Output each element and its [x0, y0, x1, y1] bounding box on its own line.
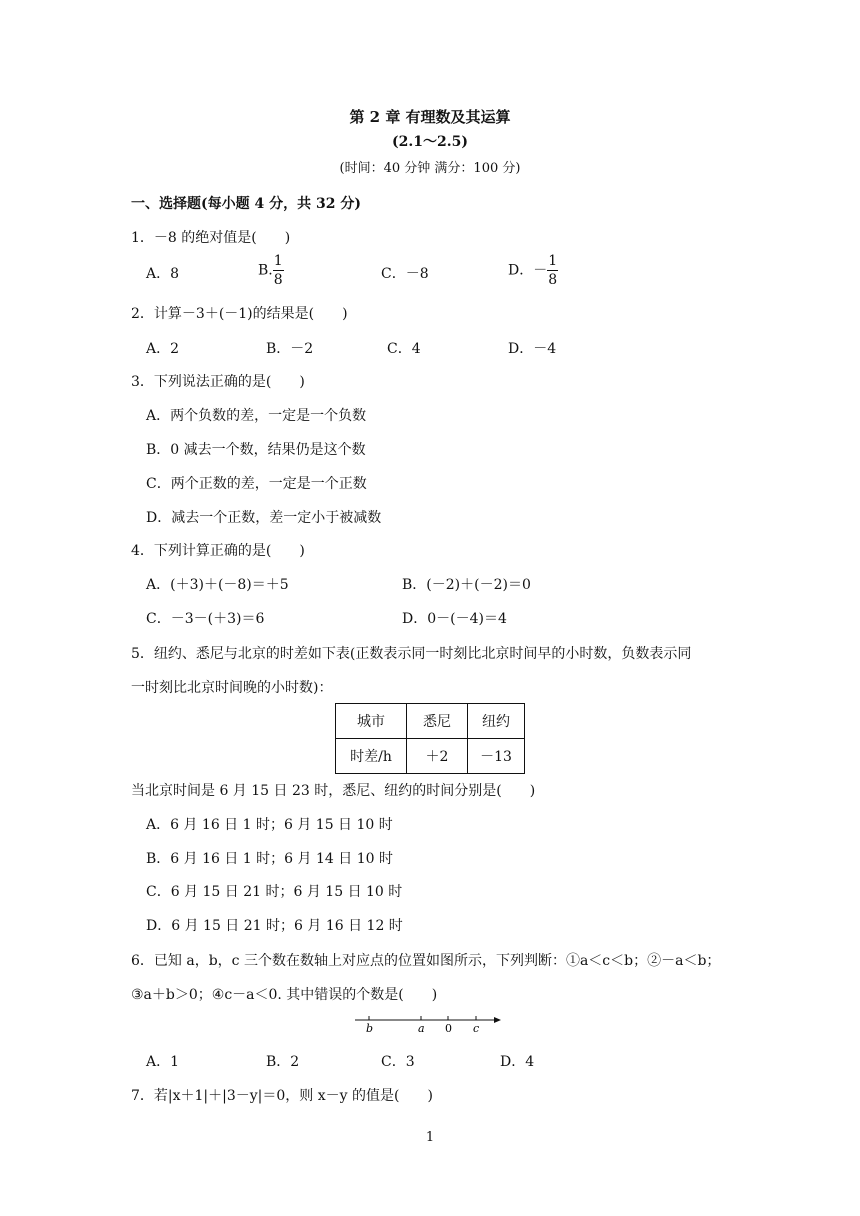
table-header-row [336, 704, 525, 739]
page-number: 1 [425, 1130, 435, 1145]
label-b: b [366, 1022, 374, 1035]
fraction-denominator: 8 [273, 272, 283, 288]
option-d: D．－4 [508, 341, 557, 357]
option-d: D．4 [500, 1054, 535, 1070]
fraction-numerator: 1 [273, 253, 283, 269]
time-difference-table [335, 703, 525, 774]
option-a: A．6 月 16 日 1 时；6 月 15 日 10 时 [146, 817, 393, 833]
table-header-cell: 纽约 [468, 704, 525, 739]
question-stem: 2．计算－3＋(－1)的结果是( ) [131, 306, 348, 322]
question-stem-line1: 6．已知 a，b，c 三个数在数轴上对应点的位置如图所示，下列判断：①a＜c＜b；②－a＜b； [131, 953, 721, 969]
option-a: A．1 [146, 1054, 180, 1070]
table-cell: －13 [468, 739, 525, 774]
option-b-prefix: B. [258, 262, 273, 279]
option-c: C．两个正数的差，一定是一个正数 [146, 476, 367, 492]
question-stem-line2: ③a＋b＞0；④c－a＜0. 其中错误的个数是( ) [131, 987, 438, 1003]
option-b [258, 252, 284, 289]
question-stem-line1: 5．纽约、悉尼与北京的时差如下表(正数表示同一时刻比北京时间早的小时数，负数表示同 [131, 646, 692, 662]
option-b: B．2 [266, 1054, 300, 1070]
option-c: C．－8 [381, 266, 429, 282]
question-stem: 4．下列计算正确的是( ) [131, 543, 305, 559]
option-d-prefix: D．－ [508, 262, 548, 279]
option-d: D．减去一个正数，差一定小于被减数 [146, 510, 382, 526]
table-cell: 时差/h [336, 739, 407, 774]
option-d [508, 252, 558, 289]
table-header-cell: 城市 [336, 704, 407, 739]
option-b: B．6 月 16 日 1 时；6 月 14 日 10 时 [146, 851, 393, 867]
question-prompt: 当北京时间是 6 月 15 日 23 时，悉尼、纽约的时间分别是( ) [131, 783, 536, 799]
fraction-denominator: 8 [548, 272, 558, 288]
label-c: c [473, 1022, 480, 1035]
fraction [273, 252, 284, 289]
label-a: a [418, 1022, 425, 1035]
exam-meta: (时间：40 分钟 满分：100 分) [339, 161, 521, 176]
page-subtitle: (2.1～2.5) [392, 134, 468, 150]
option-c: C．6 月 15 日 21 时；6 月 15 日 10 时 [146, 884, 403, 900]
question-stem: 1．－8 的绝对值是( ) [131, 230, 291, 246]
option-b: B．(－2)＋(－2)＝0 [402, 577, 531, 593]
option-c: C．3 [381, 1054, 415, 1070]
option-a: A．两个负数的差，一定是一个负数 [146, 408, 367, 424]
question-stem-line2: 一时刻比北京时间晚的小时数)： [131, 680, 333, 696]
fraction-numerator: 1 [548, 253, 558, 269]
option-c: C．－3－(＋3)＝6 [146, 611, 265, 627]
option-b: B．－2 [266, 341, 314, 357]
table-header-cell: 悉尼 [407, 704, 468, 739]
option-a: A．2 [146, 341, 180, 357]
option-d: D．6 月 15 日 21 时；6 月 16 日 12 时 [146, 918, 403, 934]
option-c: C．4 [387, 341, 421, 357]
table-row [336, 739, 525, 774]
option-a: A．8 [146, 266, 180, 282]
table-cell: ＋2 [407, 739, 468, 774]
label-zero: 0 [445, 1022, 452, 1035]
number-line-arrow-icon [494, 1017, 501, 1023]
fraction [547, 252, 558, 289]
question-stem: 3．下列说法正确的是( ) [131, 374, 305, 390]
section-title: 一、选择题(每小题 4 分，共 32 分) [131, 196, 361, 212]
page-title: 第 2 章 有理数及其运算 [349, 108, 511, 126]
option-d: D．0－(－4)＝4 [402, 611, 507, 627]
number-line-figure [355, 1010, 505, 1036]
option-a: A．(＋3)＋(－8)＝＋5 [146, 577, 289, 593]
question-stem: 7．若|x＋1|＋|3－y|＝0，则 x－y 的值是( ) [131, 1088, 433, 1104]
option-b: B．0 减去一个数，结果仍是这个数 [146, 442, 366, 458]
